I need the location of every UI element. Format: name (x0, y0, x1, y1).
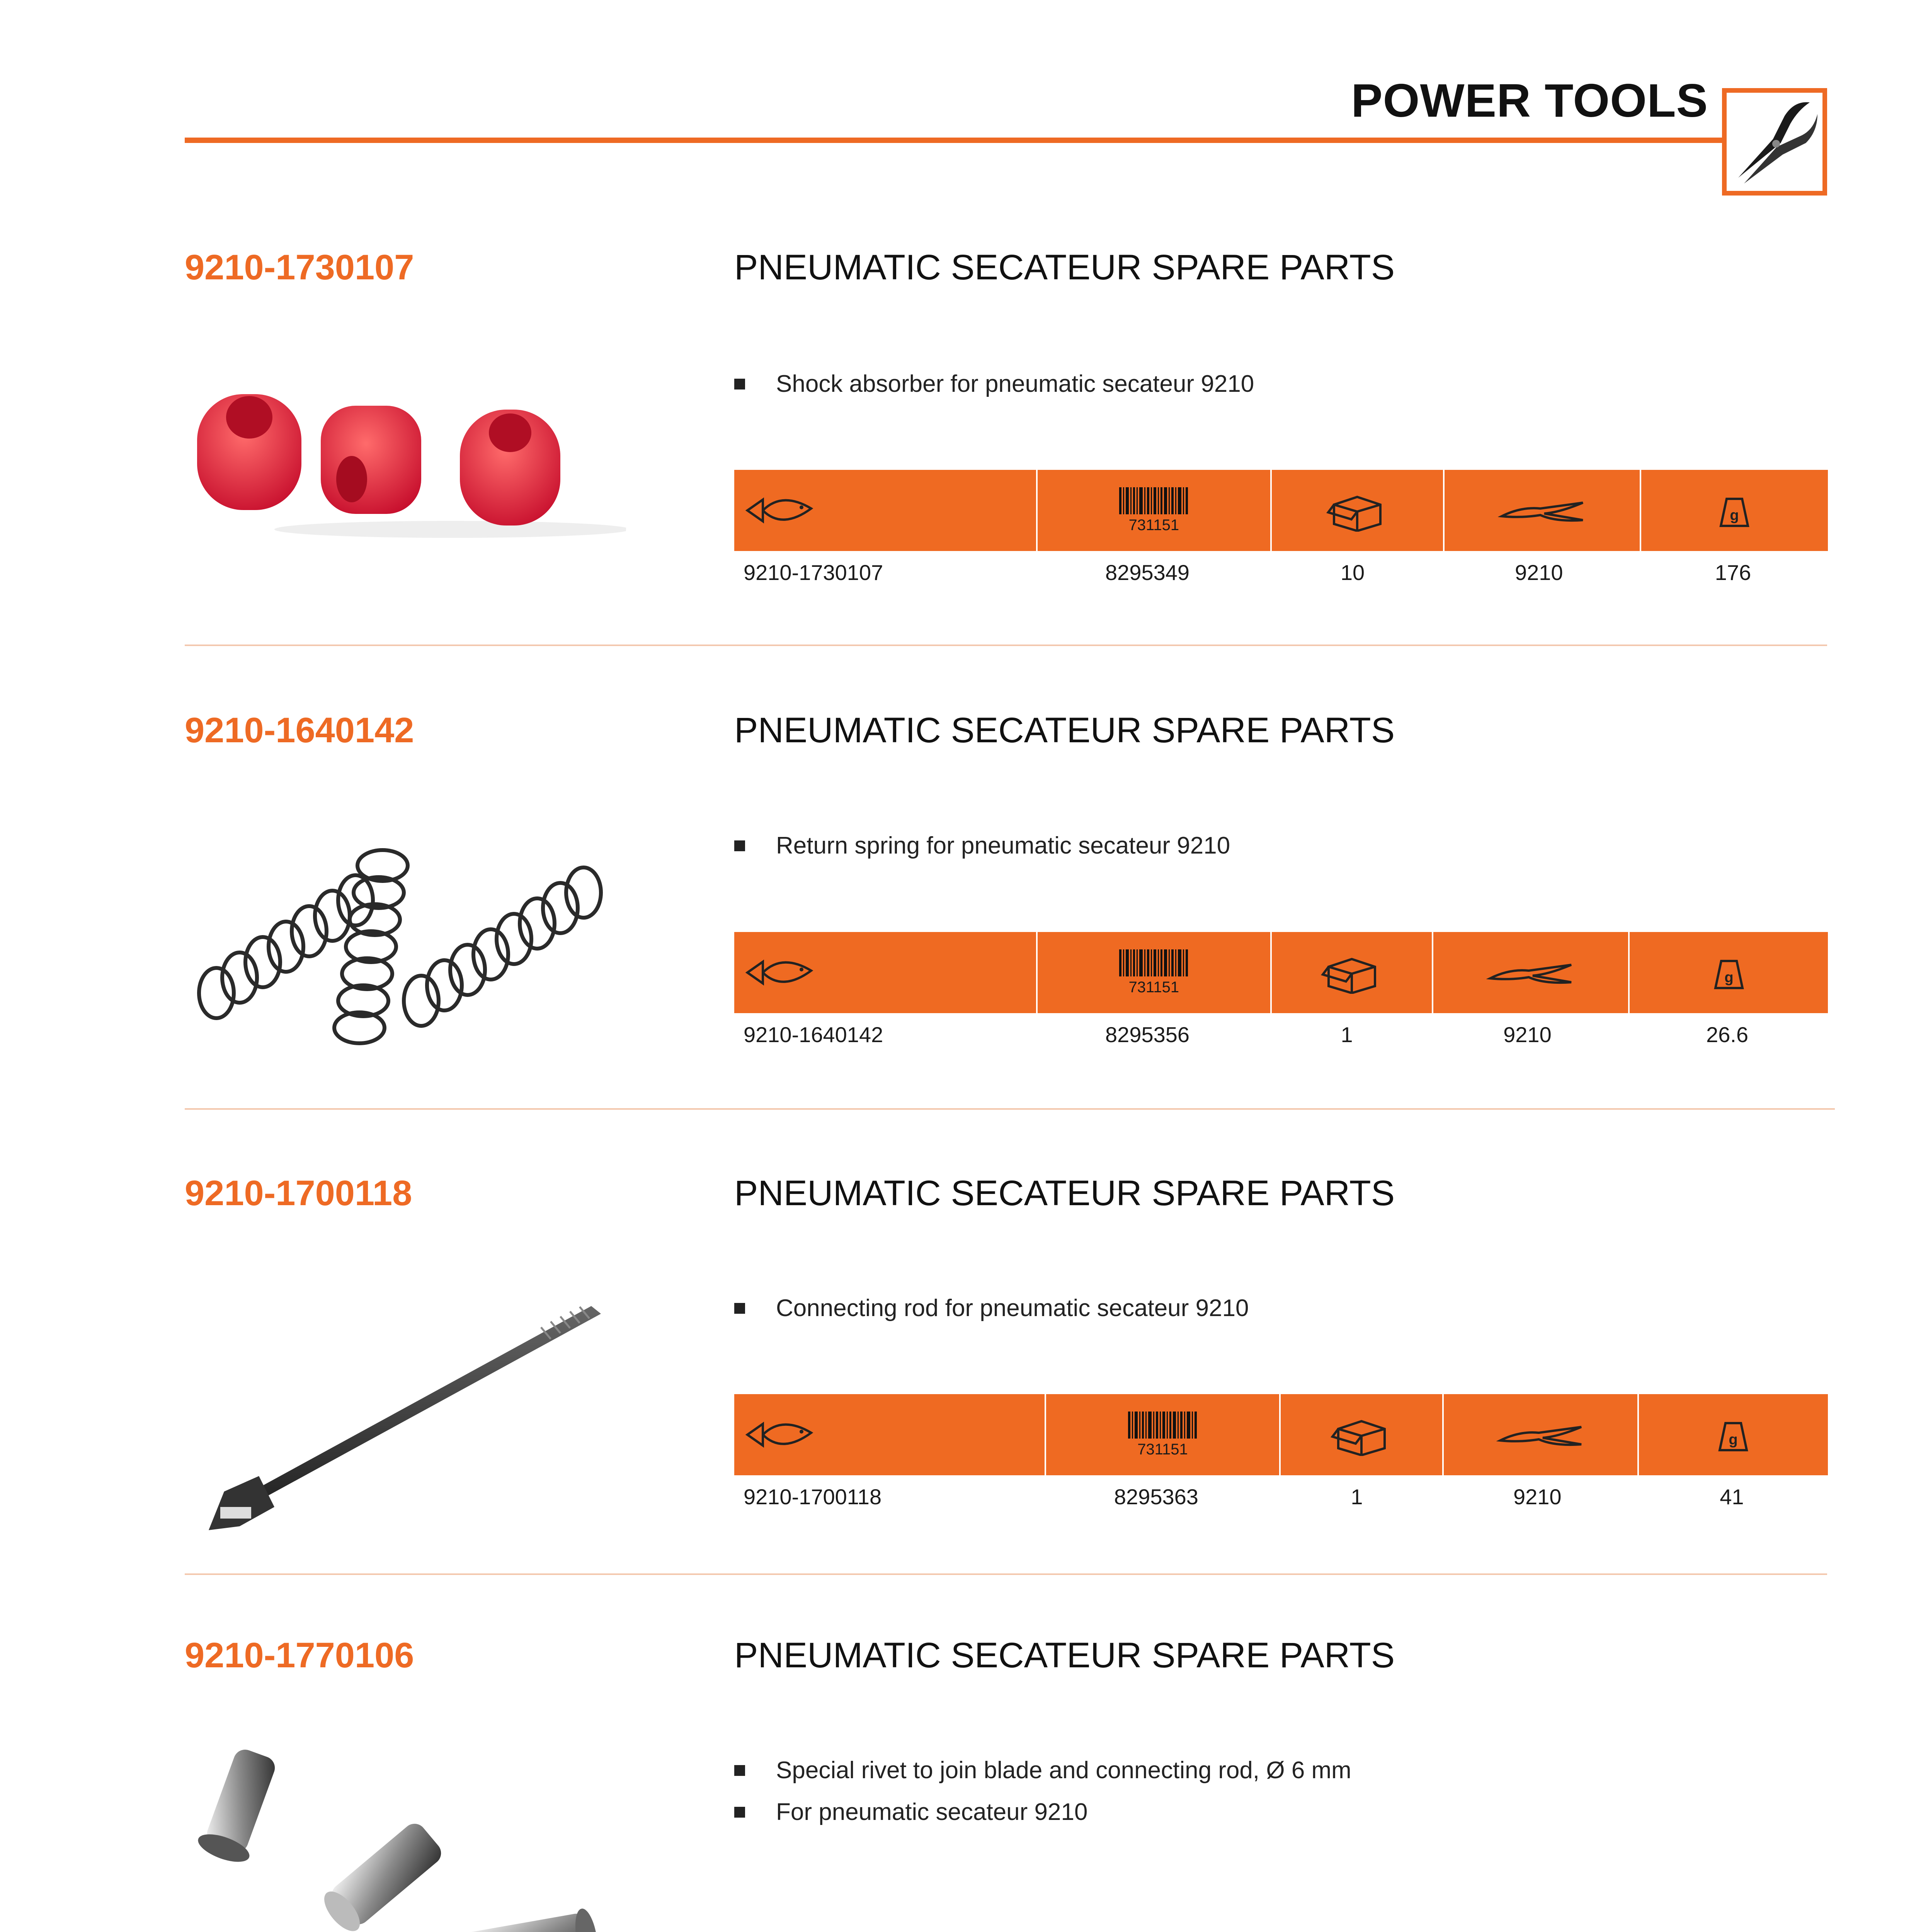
spec-table (734, 1394, 1828, 1518)
fish-icon (734, 1394, 1046, 1475)
connecting-rod-photo (182, 1291, 626, 1546)
spec-table-row (734, 551, 1828, 594)
article-number: 9210-1700118 (744, 1484, 882, 1509)
section-separator (185, 1573, 1827, 1575)
weight-value: 41 (1720, 1484, 1744, 1509)
secateur-icon (1445, 470, 1641, 551)
pliers-icon (1722, 88, 1827, 196)
product-code: 9210-1730107 (185, 248, 414, 287)
page-section-title: POWER TOOLS (1351, 74, 1708, 127)
secateur-icon (1433, 932, 1630, 1013)
spec-table-header (734, 1394, 1828, 1475)
spec-table-header (734, 470, 1828, 551)
feature-item: Special rivet to join blade and connecting rod, Ø 6 mm (734, 1750, 1351, 1791)
spec-table (734, 470, 1828, 594)
weight-icon (1641, 470, 1828, 551)
barcode-icon (1038, 932, 1271, 1013)
spec-table-row (734, 1013, 1828, 1056)
spec-table (734, 932, 1828, 1056)
barcode-icon (1038, 470, 1271, 551)
svg-text:g: g (1730, 507, 1739, 524)
svg-text:g: g (1729, 1432, 1738, 1448)
feature-list (734, 1287, 1249, 1329)
fish-icon (734, 470, 1038, 551)
spec-table-header (734, 932, 1828, 1013)
barcode-number: 731151 (1137, 1440, 1188, 1458)
product-title: PNEUMATIC SECATEUR SPARE PARTS (734, 248, 1395, 287)
spec-table-row (734, 1475, 1828, 1518)
pack-quantity: 1 (1341, 1022, 1353, 1047)
svg-text:g: g (1724, 969, 1734, 986)
weight-icon (1630, 932, 1828, 1013)
feature-item: For pneumatic secateur 9210 (734, 1791, 1351, 1833)
section-separator (185, 645, 1827, 646)
section-separator (185, 1108, 1835, 1110)
product-code: 9210-1700118 (185, 1173, 412, 1213)
shock-absorber-photo (182, 371, 626, 541)
feature-list (734, 1750, 1351, 1833)
box-icon (1272, 470, 1445, 551)
feature-list (734, 363, 1254, 405)
barcode-number: 731151 (1128, 978, 1179, 996)
product-code: 9210-1770106 (185, 1636, 414, 1675)
product-family: 9210 (1513, 1484, 1562, 1509)
product-title: PNEUMATIC SECATEUR SPARE PARTS (734, 1173, 1395, 1213)
ean-number: 8295349 (1105, 560, 1190, 585)
weight-icon (1639, 1394, 1828, 1475)
product-title: PNEUMATIC SECATEUR SPARE PARTS (734, 1636, 1395, 1675)
product-title: PNEUMATIC SECATEUR SPARE PARTS (734, 711, 1395, 750)
product-code: 9210-1640142 (185, 711, 414, 750)
feature-item: Shock absorber for pneumatic secateur 9210 (734, 363, 1254, 405)
weight-value: 176 (1715, 560, 1751, 585)
box-icon (1281, 1394, 1444, 1475)
header-rule (185, 138, 1750, 143)
pack-quantity: 10 (1340, 560, 1365, 585)
article-number: 9210-1640142 (744, 1022, 883, 1047)
barcode-icon (1046, 1394, 1281, 1475)
feature-item: Return spring for pneumatic secateur 9210 (734, 825, 1230, 867)
feature-list (734, 825, 1230, 867)
article-number: 9210-1730107 (744, 560, 883, 585)
rivet-photo (182, 1747, 645, 1932)
product-family: 9210 (1514, 560, 1563, 585)
barcode-number: 731151 (1128, 516, 1179, 534)
return-spring-photo (182, 831, 626, 1063)
pack-quantity: 1 (1351, 1484, 1363, 1509)
fish-icon (734, 932, 1038, 1013)
secateur-icon (1444, 1394, 1639, 1475)
box-icon (1272, 932, 1433, 1013)
ean-number: 8295363 (1114, 1484, 1198, 1509)
feature-item: Connecting rod for pneumatic secateur 9210 (734, 1287, 1249, 1329)
product-family: 9210 (1503, 1022, 1552, 1047)
ean-number: 8295356 (1105, 1022, 1190, 1047)
weight-value: 26.6 (1706, 1022, 1748, 1047)
